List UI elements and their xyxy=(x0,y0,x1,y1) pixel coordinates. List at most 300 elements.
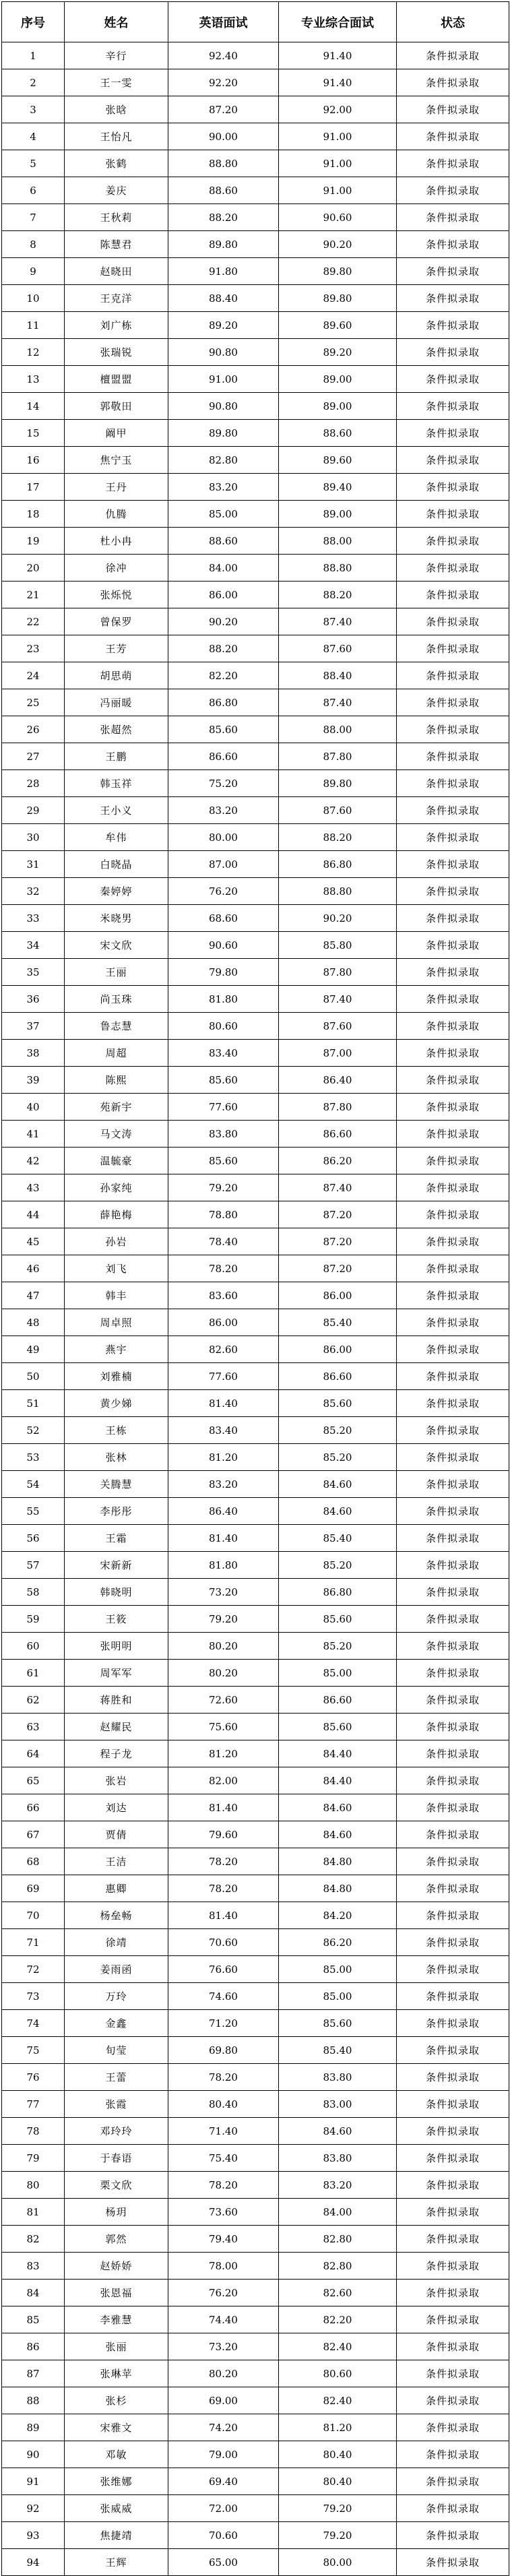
professional-score-cell: 87.20 xyxy=(279,1255,397,1282)
english-score-cell: 80.60 xyxy=(168,1013,279,1040)
index-cell: 23 xyxy=(2,635,65,662)
status-cell: 条件拟录取 xyxy=(397,1201,509,1228)
name-cell: 刘广栋 xyxy=(65,312,168,339)
table-row xyxy=(2,1660,509,1687)
table-row xyxy=(2,1794,509,1821)
table-row xyxy=(2,1444,509,1471)
index-cell: 17 xyxy=(2,474,65,501)
english-score-cell: 81.40 xyxy=(168,1794,279,1821)
table-row xyxy=(2,1579,509,1606)
table-row xyxy=(2,1956,509,1983)
professional-score-cell: 86.60 xyxy=(279,1687,397,1714)
professional-score-cell: 89.40 xyxy=(279,474,397,501)
index-cell: 10 xyxy=(2,285,65,312)
table-row xyxy=(2,1067,509,1094)
table-row xyxy=(2,1498,509,1525)
name-cell: 郭然 xyxy=(65,2226,168,2253)
english-score-cell: 78.20 xyxy=(168,2064,279,2091)
english-score-cell: 90.00 xyxy=(168,123,279,150)
status-cell: 条件拟录取 xyxy=(397,2414,509,2441)
status-cell: 条件拟录取 xyxy=(397,2172,509,2199)
name-cell: 周超 xyxy=(65,1040,168,1067)
english-score-cell: 81.40 xyxy=(168,1902,279,1929)
header-english-interview: 英语面试 xyxy=(168,2,279,42)
table-row xyxy=(2,501,509,528)
name-cell: 陈慧君 xyxy=(65,231,168,258)
professional-score-cell: 87.40 xyxy=(279,986,397,1013)
professional-score-cell: 89.60 xyxy=(279,312,397,339)
status-cell: 条件拟录取 xyxy=(397,258,509,285)
status-cell: 条件拟录取 xyxy=(397,1417,509,1444)
table-row xyxy=(2,96,509,123)
index-cell: 2 xyxy=(2,69,65,96)
name-cell: 王筱 xyxy=(65,1606,168,1633)
name-cell: 王鹏 xyxy=(65,743,168,770)
status-cell: 条件拟录取 xyxy=(397,1363,509,1390)
english-score-cell: 79.40 xyxy=(168,2226,279,2253)
table-row xyxy=(2,1687,509,1714)
index-cell: 7 xyxy=(2,204,65,231)
index-cell: 65 xyxy=(2,1767,65,1794)
index-cell: 32 xyxy=(2,878,65,905)
index-cell: 94 xyxy=(2,2549,65,2576)
name-cell: 王一雯 xyxy=(65,69,168,96)
table-row xyxy=(2,42,509,69)
index-cell: 52 xyxy=(2,1417,65,1444)
professional-score-cell: 89.00 xyxy=(279,366,397,393)
index-cell: 40 xyxy=(2,1094,65,1121)
index-cell: 62 xyxy=(2,1687,65,1714)
english-score-cell: 73.20 xyxy=(168,2333,279,2360)
english-score-cell: 76.60 xyxy=(168,1956,279,1983)
table-row xyxy=(2,1148,509,1174)
name-cell: 牟伟 xyxy=(65,824,168,851)
english-score-cell: 80.40 xyxy=(168,2091,279,2118)
name-cell: 赵晓田 xyxy=(65,258,168,285)
name-cell: 郭敬田 xyxy=(65,393,168,420)
english-score-cell: 90.60 xyxy=(168,932,279,959)
name-cell: 于春语 xyxy=(65,2145,168,2172)
table-row xyxy=(2,420,509,447)
professional-score-cell: 84.40 xyxy=(279,1767,397,1794)
professional-score-cell: 89.80 xyxy=(279,285,397,312)
status-cell: 条件拟录取 xyxy=(397,2333,509,2360)
index-cell: 15 xyxy=(2,420,65,447)
english-score-cell: 83.40 xyxy=(168,1417,279,1444)
professional-score-cell: 87.20 xyxy=(279,1201,397,1228)
name-cell: 宋文欣 xyxy=(65,932,168,959)
table-row xyxy=(2,770,509,797)
english-score-cell: 71.40 xyxy=(168,2118,279,2145)
status-cell: 条件拟录取 xyxy=(397,1579,509,1606)
table-row xyxy=(2,1255,509,1282)
english-score-cell: 88.20 xyxy=(168,204,279,231)
english-score-cell: 68.60 xyxy=(168,905,279,932)
index-cell: 22 xyxy=(2,608,65,635)
index-cell: 69 xyxy=(2,1875,65,1902)
table-row xyxy=(2,2145,509,2172)
index-cell: 12 xyxy=(2,339,65,366)
status-cell: 条件拟录取 xyxy=(397,1336,509,1363)
table-row xyxy=(2,2468,509,2495)
name-cell: 赵耀民 xyxy=(65,1714,168,1740)
name-cell: 黄少娣 xyxy=(65,1390,168,1417)
professional-score-cell: 83.80 xyxy=(279,2064,397,2091)
index-cell: 9 xyxy=(2,258,65,285)
status-cell: 条件拟录取 xyxy=(397,1687,509,1714)
index-cell: 49 xyxy=(2,1336,65,1363)
table-row xyxy=(2,2387,509,2414)
name-cell: 张鹤 xyxy=(65,150,168,177)
index-cell: 56 xyxy=(2,1525,65,1552)
professional-score-cell: 86.00 xyxy=(279,1282,397,1309)
name-cell: 张林 xyxy=(65,1444,168,1471)
status-cell: 条件拟录取 xyxy=(397,2441,509,2468)
english-score-cell: 81.20 xyxy=(168,1444,279,1471)
name-cell: 李彤彤 xyxy=(65,1498,168,1525)
name-cell: 鲁志慧 xyxy=(65,1013,168,1040)
name-cell: 胡思萌 xyxy=(65,662,168,689)
name-cell: 陈熙 xyxy=(65,1067,168,1094)
status-cell: 条件拟录取 xyxy=(397,1983,509,2010)
table-row xyxy=(2,959,509,986)
table-row xyxy=(2,1606,509,1633)
english-score-cell: 75.40 xyxy=(168,2145,279,2172)
index-cell: 57 xyxy=(2,1552,65,1579)
status-cell: 条件拟录取 xyxy=(397,2306,509,2333)
status-cell: 条件拟录取 xyxy=(397,2522,509,2549)
professional-score-cell: 82.60 xyxy=(279,2280,397,2306)
name-cell: 贾倩 xyxy=(65,1821,168,1848)
name-cell: 苑新宇 xyxy=(65,1094,168,1121)
status-cell: 条件拟录取 xyxy=(397,231,509,258)
professional-score-cell: 82.80 xyxy=(279,2253,397,2280)
name-cell: 辛行 xyxy=(65,42,168,69)
table-row xyxy=(2,2441,509,2468)
name-cell: 韩玉祥 xyxy=(65,770,168,797)
professional-score-cell: 84.60 xyxy=(279,1794,397,1821)
table-row xyxy=(2,2253,509,2280)
name-cell: 王丹 xyxy=(65,474,168,501)
status-cell: 条件拟录取 xyxy=(397,123,509,150)
professional-score-cell: 85.20 xyxy=(279,1444,397,1471)
english-score-cell: 83.20 xyxy=(168,797,279,824)
name-cell: 王小义 xyxy=(65,797,168,824)
name-cell: 王霜 xyxy=(65,1525,168,1552)
table-row xyxy=(2,1633,509,1660)
professional-score-cell: 91.00 xyxy=(279,177,397,204)
status-cell: 条件拟录取 xyxy=(397,1848,509,1875)
professional-score-cell: 90.20 xyxy=(279,905,397,932)
index-cell: 13 xyxy=(2,366,65,393)
english-score-cell: 80.20 xyxy=(168,2360,279,2387)
table-row xyxy=(2,150,509,177)
professional-score-cell: 89.60 xyxy=(279,447,397,474)
name-cell: 张丽 xyxy=(65,2333,168,2360)
name-cell: 张霞 xyxy=(65,2091,168,2118)
professional-score-cell: 80.60 xyxy=(279,2360,397,2387)
name-cell: 尚玉珠 xyxy=(65,986,168,1013)
status-cell: 条件拟录取 xyxy=(397,1228,509,1255)
status-cell: 条件拟录取 xyxy=(397,2037,509,2064)
table-row xyxy=(2,1228,509,1255)
professional-score-cell: 88.40 xyxy=(279,662,397,689)
professional-score-cell: 83.00 xyxy=(279,2091,397,2118)
professional-score-cell: 82.40 xyxy=(279,2387,397,2414)
index-cell: 82 xyxy=(2,2226,65,2253)
table-row xyxy=(2,2360,509,2387)
english-score-cell: 79.00 xyxy=(168,2441,279,2468)
name-cell: 米晓男 xyxy=(65,905,168,932)
english-score-cell: 86.60 xyxy=(168,743,279,770)
table-row xyxy=(2,824,509,851)
index-cell: 37 xyxy=(2,1013,65,1040)
status-cell: 条件拟录取 xyxy=(397,689,509,716)
table-row xyxy=(2,2172,509,2199)
table-row xyxy=(2,1902,509,1929)
index-cell: 24 xyxy=(2,662,65,689)
name-cell: 张岩 xyxy=(65,1767,168,1794)
name-cell: 惠卿 xyxy=(65,1875,168,1902)
status-cell: 条件拟录取 xyxy=(397,1714,509,1740)
english-score-cell: 89.20 xyxy=(168,312,279,339)
status-cell: 条件拟录取 xyxy=(397,2091,509,2118)
index-cell: 79 xyxy=(2,2145,65,2172)
professional-score-cell: 90.20 xyxy=(279,231,397,258)
status-cell: 条件拟录取 xyxy=(397,2010,509,2037)
name-cell: 邓玲玲 xyxy=(65,2118,168,2145)
index-cell: 86 xyxy=(2,2333,65,2360)
english-score-cell: 83.80 xyxy=(168,1121,279,1148)
professional-score-cell: 79.20 xyxy=(279,2495,397,2522)
status-cell: 条件拟录取 xyxy=(397,555,509,582)
index-cell: 89 xyxy=(2,2414,65,2441)
status-cell: 条件拟录取 xyxy=(397,1821,509,1848)
name-cell: 焦捷靖 xyxy=(65,2522,168,2549)
name-cell: 蒋胜和 xyxy=(65,1687,168,1714)
index-cell: 91 xyxy=(2,2468,65,2495)
english-score-cell: 89.80 xyxy=(168,231,279,258)
status-cell: 条件拟录取 xyxy=(397,2118,509,2145)
status-cell: 条件拟录取 xyxy=(397,1390,509,1417)
professional-score-cell: 87.20 xyxy=(279,1228,397,1255)
index-cell: 93 xyxy=(2,2522,65,2549)
status-cell: 条件拟录取 xyxy=(397,2495,509,2522)
status-cell: 条件拟录取 xyxy=(397,1067,509,1094)
table-row xyxy=(2,689,509,716)
status-cell: 条件拟录取 xyxy=(397,366,509,393)
status-cell: 条件拟录取 xyxy=(397,447,509,474)
english-score-cell: 79.20 xyxy=(168,1174,279,1201)
english-score-cell: 87.00 xyxy=(168,851,279,878)
status-cell: 条件拟录取 xyxy=(397,528,509,555)
name-cell: 孙岩 xyxy=(65,1228,168,1255)
english-score-cell: 73.60 xyxy=(168,2199,279,2226)
index-cell: 76 xyxy=(2,2064,65,2091)
index-cell: 84 xyxy=(2,2280,65,2306)
english-score-cell: 74.40 xyxy=(168,2306,279,2333)
status-cell: 条件拟录取 xyxy=(397,420,509,447)
table-row xyxy=(2,743,509,770)
table-row xyxy=(2,366,509,393)
index-cell: 29 xyxy=(2,797,65,824)
english-score-cell: 78.00 xyxy=(168,2253,279,2280)
status-cell: 条件拟录取 xyxy=(397,1282,509,1309)
english-score-cell: 81.20 xyxy=(168,1740,279,1767)
name-cell: 温毓豪 xyxy=(65,1148,168,1174)
english-score-cell: 88.20 xyxy=(168,635,279,662)
name-cell: 徐靖 xyxy=(65,1929,168,1956)
status-cell: 条件拟录取 xyxy=(397,1552,509,1579)
table-row xyxy=(2,1390,509,1417)
professional-score-cell: 84.40 xyxy=(279,1740,397,1767)
professional-score-cell: 91.40 xyxy=(279,42,397,69)
professional-score-cell: 86.40 xyxy=(279,1067,397,1094)
name-cell: 刘飞 xyxy=(65,1255,168,1282)
status-cell: 条件拟录取 xyxy=(397,1929,509,1956)
index-cell: 47 xyxy=(2,1282,65,1309)
english-score-cell: 82.80 xyxy=(168,447,279,474)
table-row xyxy=(2,2037,509,2064)
professional-score-cell: 80.40 xyxy=(279,2441,397,2468)
index-cell: 51 xyxy=(2,1390,65,1417)
index-cell: 53 xyxy=(2,1444,65,1471)
name-cell: 张明明 xyxy=(65,1633,168,1660)
professional-score-cell: 87.40 xyxy=(279,689,397,716)
professional-score-cell: 84.60 xyxy=(279,1498,397,1525)
professional-score-cell: 82.40 xyxy=(279,2333,397,2360)
english-score-cell: 92.40 xyxy=(168,42,279,69)
name-cell: 张超然 xyxy=(65,716,168,743)
status-cell: 条件拟录取 xyxy=(397,1174,509,1201)
table-row xyxy=(2,635,509,662)
professional-score-cell: 88.00 xyxy=(279,716,397,743)
status-cell: 条件拟录取 xyxy=(397,150,509,177)
professional-score-cell: 82.80 xyxy=(279,2226,397,2253)
professional-score-cell: 85.60 xyxy=(279,1714,397,1740)
table-row xyxy=(2,1201,509,1228)
english-score-cell: 69.00 xyxy=(168,2387,279,2414)
status-cell: 条件拟录取 xyxy=(397,339,509,366)
name-cell: 万玲 xyxy=(65,1983,168,2010)
table-row xyxy=(2,2118,509,2145)
status-cell: 条件拟录取 xyxy=(397,177,509,204)
status-cell: 条件拟录取 xyxy=(397,393,509,420)
name-cell: 张晗 xyxy=(65,96,168,123)
professional-score-cell: 86.80 xyxy=(279,1579,397,1606)
index-cell: 70 xyxy=(2,1902,65,1929)
professional-score-cell: 84.00 xyxy=(279,2199,397,2226)
index-cell: 78 xyxy=(2,2118,65,2145)
english-score-cell: 81.40 xyxy=(168,1525,279,1552)
table-row xyxy=(2,2226,509,2253)
professional-score-cell: 89.80 xyxy=(279,258,397,285)
table-row xyxy=(2,1848,509,1875)
status-cell: 条件拟录取 xyxy=(397,1740,509,1767)
results-table xyxy=(1,1,509,2576)
name-cell: 王丽 xyxy=(65,959,168,986)
status-cell: 条件拟录取 xyxy=(397,2468,509,2495)
index-cell: 27 xyxy=(2,743,65,770)
status-cell: 条件拟录取 xyxy=(397,1875,509,1902)
status-cell: 条件拟录取 xyxy=(397,1902,509,1929)
index-cell: 81 xyxy=(2,2199,65,2226)
index-cell: 55 xyxy=(2,1498,65,1525)
status-cell: 条件拟录取 xyxy=(397,501,509,528)
table-row xyxy=(2,2010,509,2037)
status-cell: 条件拟录取 xyxy=(397,96,509,123)
english-score-cell: 77.60 xyxy=(168,1363,279,1390)
index-cell: 60 xyxy=(2,1633,65,1660)
name-cell: 刘雅楠 xyxy=(65,1363,168,1390)
professional-score-cell: 79.20 xyxy=(279,2522,397,2549)
english-score-cell: 88.40 xyxy=(168,285,279,312)
professional-score-cell: 85.00 xyxy=(279,1983,397,2010)
name-cell: 阚甲 xyxy=(65,420,168,447)
name-cell: 周军军 xyxy=(65,1660,168,1687)
table-body xyxy=(2,42,509,2576)
english-score-cell: 78.20 xyxy=(168,1875,279,1902)
english-score-cell: 86.80 xyxy=(168,689,279,716)
table-row xyxy=(2,2414,509,2441)
table-row xyxy=(2,2064,509,2091)
english-score-cell: 87.20 xyxy=(168,96,279,123)
table-row xyxy=(2,2522,509,2549)
index-cell: 48 xyxy=(2,1309,65,1336)
status-cell: 条件拟录取 xyxy=(397,1148,509,1174)
english-score-cell: 78.20 xyxy=(168,1848,279,1875)
professional-score-cell: 83.80 xyxy=(279,2145,397,2172)
professional-score-cell: 89.20 xyxy=(279,339,397,366)
professional-score-cell: 82.20 xyxy=(279,2306,397,2333)
table-row xyxy=(2,1282,509,1309)
status-cell: 条件拟录取 xyxy=(397,1794,509,1821)
index-cell: 63 xyxy=(2,1714,65,1740)
table-row xyxy=(2,2495,509,2522)
professional-score-cell: 84.20 xyxy=(279,1902,397,1929)
table-row xyxy=(2,204,509,231)
professional-score-cell: 88.20 xyxy=(279,824,397,851)
status-cell: 条件拟录取 xyxy=(397,1633,509,1660)
name-cell: 白晓晶 xyxy=(65,851,168,878)
index-cell: 50 xyxy=(2,1363,65,1390)
name-cell: 张维娜 xyxy=(65,2468,168,2495)
index-cell: 61 xyxy=(2,1660,65,1687)
table-row xyxy=(2,1525,509,1552)
name-cell: 宋雅文 xyxy=(65,2414,168,2441)
index-cell: 87 xyxy=(2,2360,65,2387)
status-cell: 条件拟录取 xyxy=(397,770,509,797)
table-row xyxy=(2,285,509,312)
professional-score-cell: 89.80 xyxy=(279,770,397,797)
name-cell: 张杉 xyxy=(65,2387,168,2414)
professional-score-cell: 92.00 xyxy=(279,96,397,123)
name-cell: 宋新新 xyxy=(65,1552,168,1579)
english-score-cell: 75.20 xyxy=(168,770,279,797)
table-row xyxy=(2,1767,509,1794)
english-score-cell: 84.00 xyxy=(168,555,279,582)
english-score-cell: 69.80 xyxy=(168,2037,279,2064)
status-cell: 条件拟录取 xyxy=(397,716,509,743)
english-score-cell: 74.20 xyxy=(168,2414,279,2441)
name-cell: 栗文欣 xyxy=(65,2172,168,2199)
header-row xyxy=(2,2,509,42)
table-row xyxy=(2,797,509,824)
english-score-cell: 86.40 xyxy=(168,1498,279,1525)
table-row xyxy=(2,932,509,959)
name-cell: 徐冲 xyxy=(65,555,168,582)
table-row xyxy=(2,2549,509,2576)
